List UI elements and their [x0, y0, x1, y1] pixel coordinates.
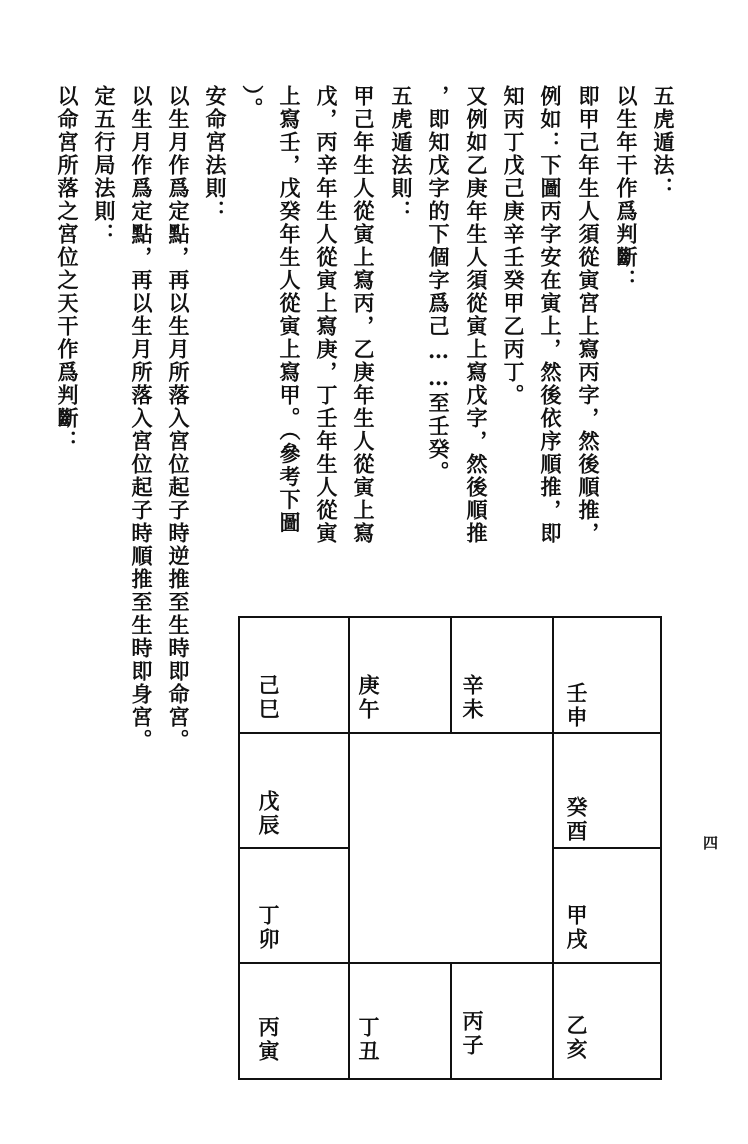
grid-line: [240, 732, 660, 734]
grid-line: [450, 618, 452, 732]
page-number: 四: [701, 835, 719, 850]
palace-chen: 戊辰: [256, 790, 281, 838]
palace-chou: 丁丑: [356, 1016, 381, 1064]
heading-five-elements: 定五行局法則：: [92, 85, 117, 246]
palace-yin: 丙寅: [256, 1016, 281, 1064]
text-column-17: 以命宮所落之宮位之天干作爲判斷：: [55, 85, 80, 453]
text-column-5: 知丙丁戊己庚辛壬癸甲乙丙丁。: [501, 85, 526, 407]
text-column-3: 即甲己年生人須從寅宮上寫丙字，然後順推，: [576, 85, 601, 545]
text-column-9: 甲己年生人從寅上寫丙，乙庚年生人從寅上寫: [351, 85, 376, 545]
palace-mao: 丁卯: [256, 904, 281, 952]
grid-line: [552, 618, 554, 1078]
text-column-4: 例如：下圖丙字安在寅上，然後依序順推，即: [538, 85, 563, 545]
palace-grid: [238, 616, 662, 1080]
heading-ming-palace: 安命宮法則：: [203, 85, 228, 223]
palace-shen: 壬申: [564, 682, 589, 730]
text-column-6: 又例如乙庚年生人須從寅上寫戊字，然後順推: [464, 85, 489, 545]
palace-xu: 甲戌: [564, 904, 589, 952]
grid-line: [348, 618, 350, 1078]
palace-wei: 辛未: [460, 674, 485, 722]
text-column-7: ，即知戊字的下個字爲己……至壬癸。: [426, 85, 451, 484]
heading-wuhu-method: 五虎遁法：: [651, 85, 676, 200]
palace-zi: 丙子: [460, 1010, 485, 1058]
text-column-14: 以生月作爲定點，再以生月所落入宮位起子時逆推至生時即命宮。: [166, 85, 191, 752]
palace-wu: 庚午: [356, 674, 381, 722]
text-column-12: ）。: [240, 85, 265, 121]
grid-line: [450, 962, 452, 1078]
palace-si: 己巳: [256, 674, 281, 722]
palace-you: 癸酉: [564, 796, 589, 844]
grid-line: [552, 847, 660, 849]
grid-line: [240, 847, 348, 849]
text-column-11: 上寫壬，戊癸年生人從寅上寫甲。（參考下圖: [277, 85, 302, 535]
text-column-10: 戊，丙辛年生人從寅上寫庚，丁壬年生人從寅: [314, 85, 339, 545]
text-column-15: 以生月作爲定點，再以生月所落入宮位起子時順推至生時即身宮。: [129, 85, 154, 752]
heading-wuhu-rules: 五虎遁法則：: [389, 85, 414, 223]
text-column-2: 以生年干作爲判斷：: [614, 85, 639, 292]
palace-hai: 乙亥: [564, 1014, 589, 1062]
